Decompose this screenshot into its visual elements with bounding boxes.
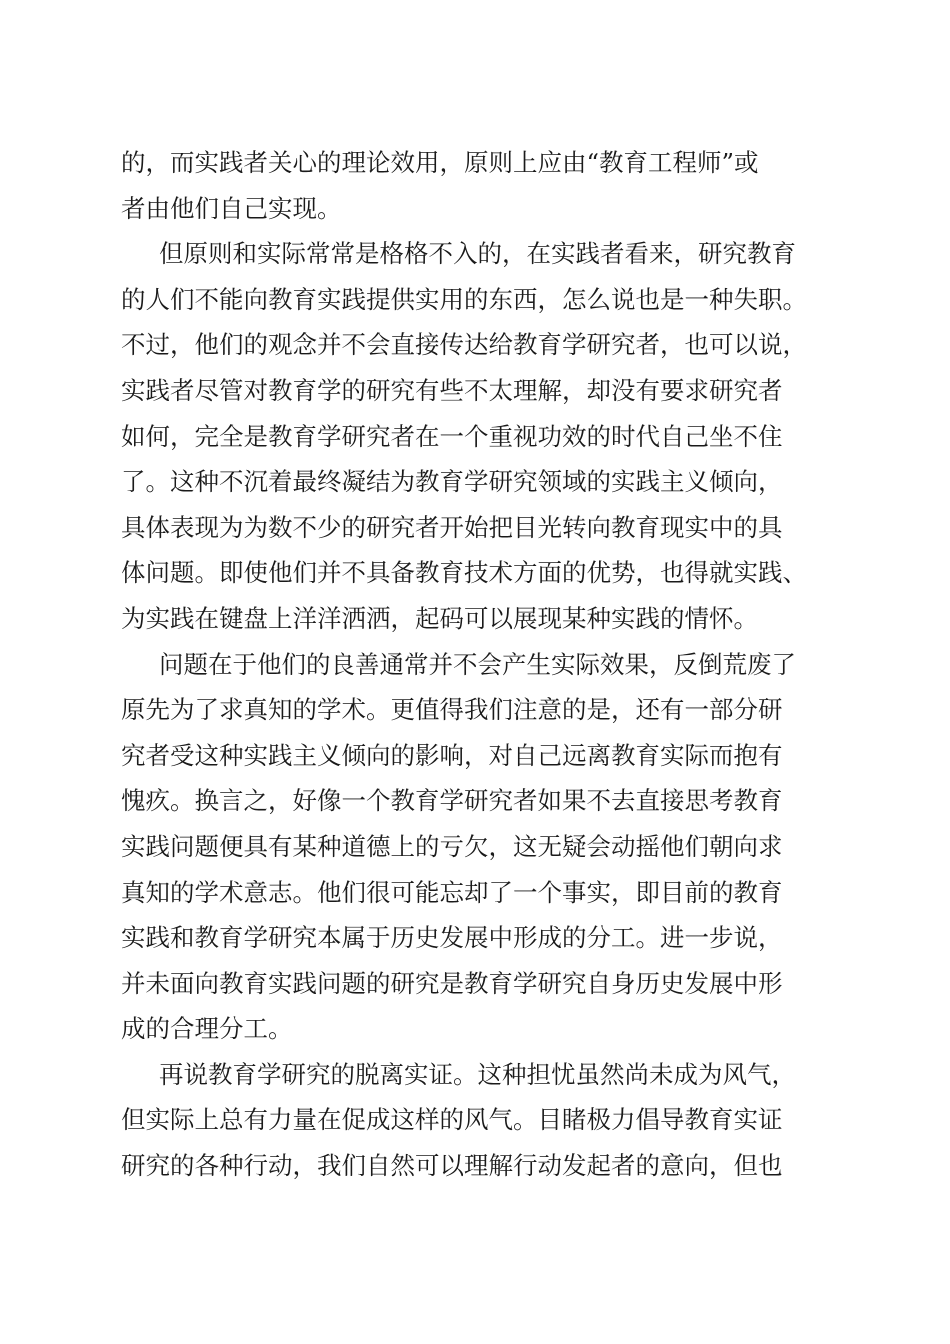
- text-line: 究者受这种实践主义倾向的影响，对自己远离教育实际而抱有: [121, 740, 783, 770]
- text-line: 实践者尽管对教育学的研究有些不太理解，却没有要求研究者: [121, 375, 783, 405]
- text-line: 研究的各种行动，我们自然可以理解行动发起者的意向，但也: [121, 1151, 783, 1181]
- text-line: 如何，完全是教育学研究者在一个重视功效的时代自己坐不住: [121, 421, 783, 451]
- text-line: 者由他们自己实现。: [121, 193, 342, 223]
- text-line: 原先为了求真知的学术。更值得我们注意的是，还有一部分研: [121, 695, 783, 725]
- text-line: 实践问题便具有某种道德上的亏欠，这无疑会动摇他们朝向求: [121, 831, 783, 861]
- text-line: 的人们不能向教育实践提供实用的东西，怎么说也是一种失职。: [121, 284, 807, 314]
- text-line: 的，而实践者关心的理论效用，原则上应由“教育工程师”或: [121, 148, 759, 177]
- text-line: 为实践在键盘上洋洋洒洒，起码可以展现某种实践的情怀。: [121, 603, 758, 633]
- text-line: 体问题。即使他们并不具备教育技术方面的优势，也得就实践、: [121, 558, 807, 588]
- text-line: 真知的学术意志。他们很可能忘却了一个事实，即目前的教育: [121, 877, 783, 907]
- text-line: 但实际上总有力量在促成这样的风气。目睹极力倡导教育实证: [121, 1105, 783, 1135]
- text-line: 了。这种不沉着最终凝结为教育学研究领域的实践主义倾向，: [121, 467, 783, 497]
- text-line: 成的合理分工。: [121, 1014, 293, 1044]
- text-line: 不过，他们的观念并不会直接传达给教育学研究者，也可以说，: [121, 330, 807, 360]
- body-text: [121, 140, 833, 1189]
- text-line: 愧疚。换言之，好像一个教育学研究者如果不去直接思考教育: [121, 786, 783, 816]
- paragraph-first-line: 问题在于他们的良善通常并不会产生实际效果，反倒荒废了: [159, 649, 796, 679]
- text-line: 具体表现为为数不少的研究者开始把目光转向教育现实中的具: [121, 512, 783, 542]
- text-line: 并未面向教育实践问题的研究是教育学研究自身历史发展中形: [121, 968, 783, 998]
- text-line: 实践和教育学研究本属于历史发展中形成的分工。进一步说，: [121, 923, 783, 953]
- paragraph-first-line: 再说教育学研究的脱离实证。这种担忧虽然尚未成为风气，: [159, 1059, 796, 1089]
- paragraph-first-line: 但原则和实际常常是格格不入的，在实践者看来，研究教育: [159, 239, 796, 269]
